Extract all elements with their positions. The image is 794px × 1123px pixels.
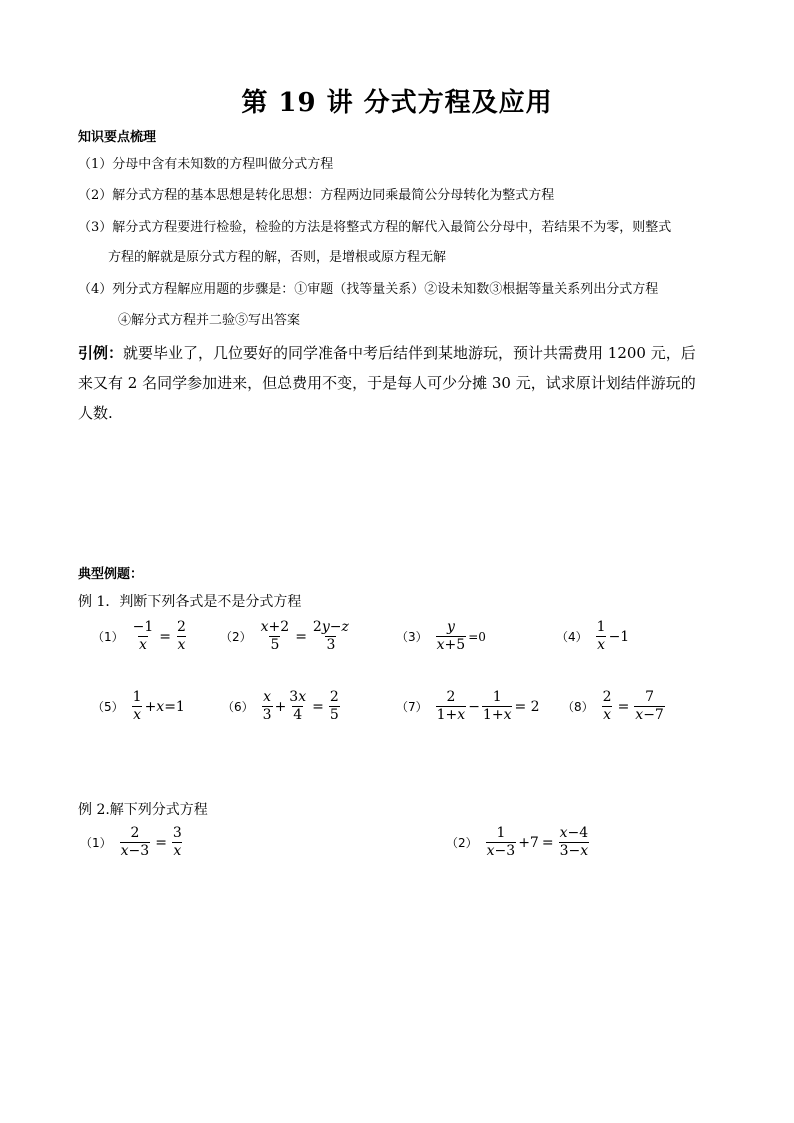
example1-eq-3: （3） $\frac{y}{x+5}$ =0 xyxy=(396,619,486,653)
intro-problem xyxy=(78,338,728,428)
example1-eq-5: （5） 1 x +x =1 xyxy=(92,689,185,723)
knowledge-item-4: （4）列分式方程解应用题的步骤是：①审题（找等量关系）②设未知数③根据等量关系列出分式方程 xyxy=(78,282,659,297)
knowledge-heading: 知识要点梳理 xyxy=(78,130,157,145)
example2-eq-1: （1） $\frac{2}{x-3}$ = $\frac{3}{x}$ xyxy=(80,825,182,859)
knowledge-item-4-cont: ④解分式方程并二验⑤写出答案 xyxy=(118,313,301,328)
example1-eq-8: （8） $\frac{2}{x}$ = $\frac{7}{x-7}$ xyxy=(562,689,664,723)
example1-eq-2: （2） $\frac{x+2}{5}$ = $\frac{2y-z}{3}$ xyxy=(220,619,349,653)
example1-title: 例 1．判断下列各式是不是分式方程 xyxy=(78,594,302,610)
example1-eq-7: （7） 2 1+x − $\frac{1}{1+x}$ = 2 xyxy=(396,689,540,723)
knowledge-item-2: （2）解分式方程的基本思想是转化思想：方程两边同乘最简公分母转化为整式方程 xyxy=(78,188,555,203)
example1-eq-4: （4） 1 x −1 xyxy=(556,619,630,653)
knowledge-item-1: （1）分母中含有未知数的方程叫做分式方程 xyxy=(78,157,334,172)
typical-heading: 典型例题： xyxy=(78,567,144,582)
example1-eq-1: （1） $\frac{-1}{x}$ = $\frac{2}{x}$ xyxy=(92,619,186,653)
intro-label: 引例： xyxy=(78,344,124,362)
example2-title: 例 2.解下列分式方程 xyxy=(78,802,208,818)
intro-line-3: 人数. xyxy=(78,404,113,422)
knowledge-item-3-cont: 方程的解就是原分式方程的解，否则，是增根或原方程无解 xyxy=(108,250,447,265)
example2-eq-2: （2） 1 x−3 +7 = $\frac{x-4}{3-x}$ xyxy=(446,825,589,859)
knowledge-item-3: （3）解分式方程要进行检验，检验的方法是将整式方程的解代入最简公分母中，若结果不为零，则整式 xyxy=(78,220,672,235)
page-title: 第 19 讲 分式方程及应用 xyxy=(241,88,553,118)
intro-line-1: 就要毕业了，几位要好的同学准备中考后结伴到某地游玩，预计共需费用 1200 元，后 xyxy=(123,344,696,362)
intro-line-2: 来又有 2 名同学参加进来，但总费用不变，于是每人可少分摊 30 元，试求原计划结伴游玩的 xyxy=(78,374,696,392)
example1-eq-6: （6） x 3 + $\frac{3x}{4}$ = $\frac{2}{5}$ xyxy=(222,689,339,723)
